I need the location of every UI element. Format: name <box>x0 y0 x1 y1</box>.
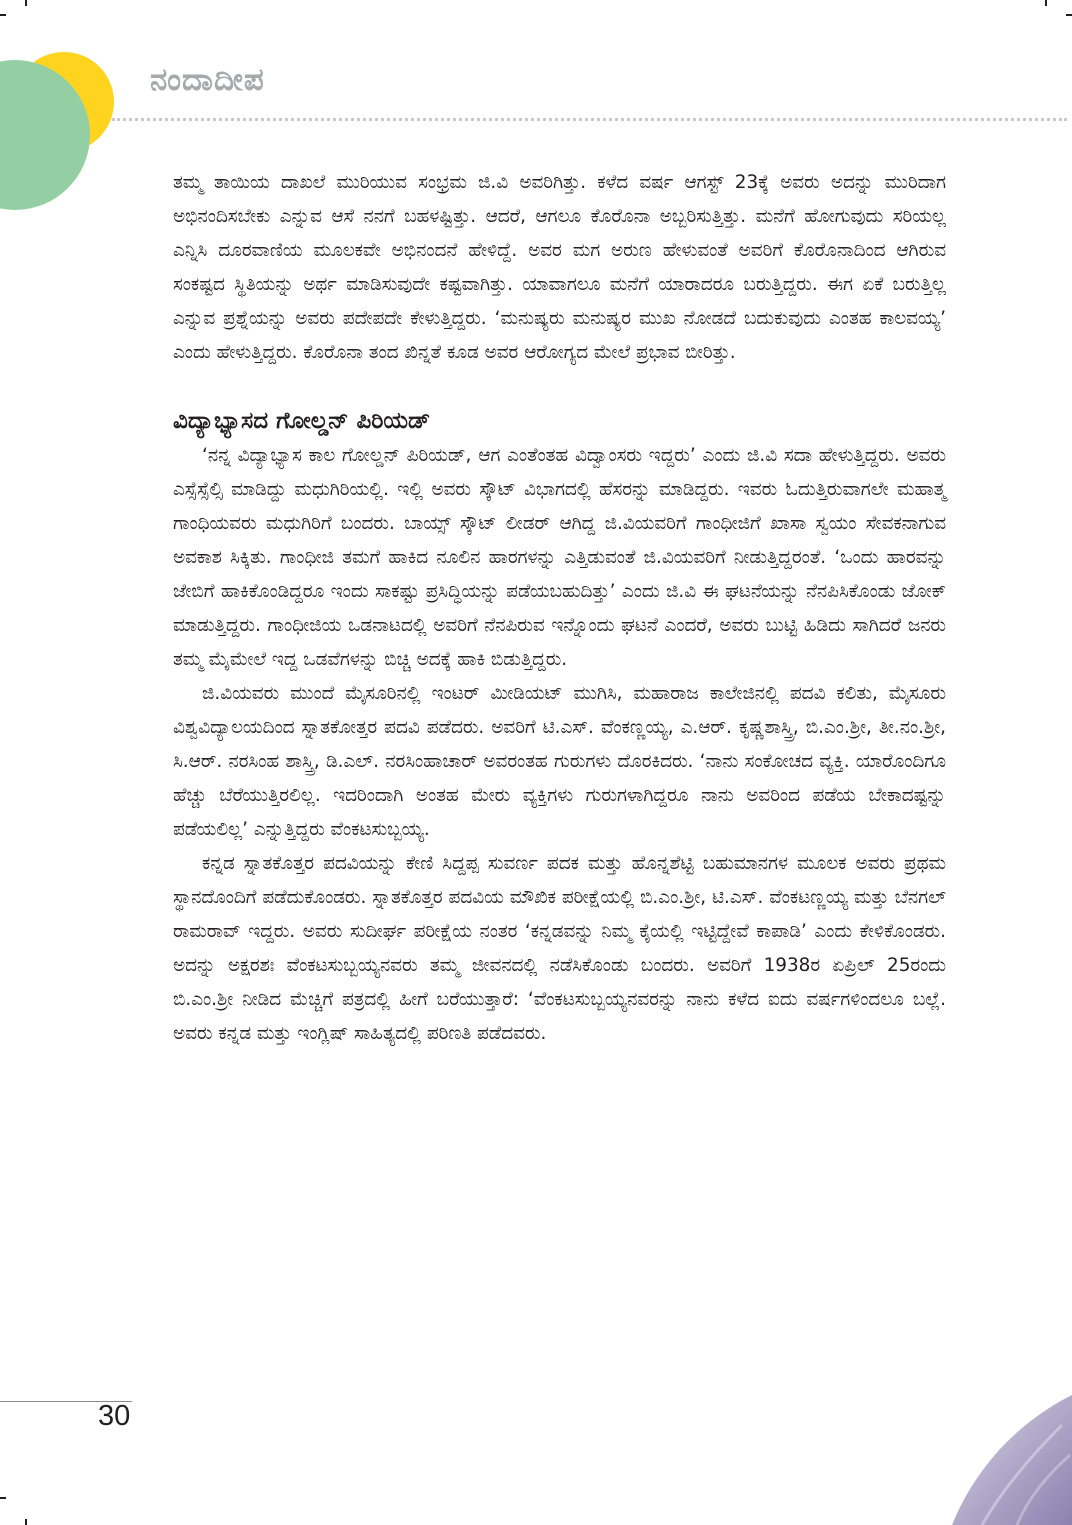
crop-mark-top-left-vertical <box>25 0 27 6</box>
body-paragraph: ‘ನನ್ನ ವಿದ್ಯಾಭ್ಯಾಸ ಕಾಲ ಗೋಲ್ಡನ್ ಪಿರಿಯಡ್, ಆಗ ಎಂತೆಂತಹ ವಿದ್ವಾಂಸರು ಇದ್ದರು’ ಎಂದು ಜಿ.ವಿ ಸದಾ ಹೇಳುತ್ತಿದ್ದರು. ಅವರು ಎಸ್ಸೆಸ್ಸೆಲ್ಸಿ ಮಾಡಿದ್ದು ಮಧುಗಿರಿಯಲ್ಲಿ. ಇಲ್ಲಿ ಅವರು ಸ್ಕೌಟ್ ವಿಭಾಗದಲ್ಲಿ ಹೆಸರನ್ನು ಮಾಡಿದ್ದರು. ಇವರು ಓದುತ್ತಿರುವಾಗಲೇ ಮಹಾತ್ಮ ಗಾಂಧಿಯವರು ಮಧುಗಿರಿಗೆ ಬಂದರು. ಬಾಯ್ಸ್ ಸ್ಕೌಟ್ ಲೀಡರ್ ಆಗಿದ್ದ ಜಿ.ವಿಯವರಿಗೆ ಗಾಂಧೀಜಿಗೆ ಖಾಸಾ ಸ್ವಯಂ ಸೇವಕನಾಗುವ ಅವಕಾಶ ಸಿಕ್ಕಿತು. ಗಾಂಧೀಜಿ ತಮಗೆ ಹಾಕಿದ ನೂಲಿನ ಹಾರಗಳನ್ನು ಎತ್ತಿಡುವಂತೆ ಜಿ.ವಿಯವರಿಗೆ ನೀಡುತ್ತಿದ್ದರಂತೆ. ‘ಒಂದು ಹಾರವನ್ನು ಜೇಬಿಗೆ ಹಾಕಿಕೊಂಡಿದ್ದರೂ ಇಂದು ಸಾಕಷ್ಟು ಪ್ರಸಿದ್ಧಿಯನ್ನು ಪಡೆಯಬಹುದಿತ್ತು’ ಎಂದು ಜಿ.ವಿ ಈ ಘಟನೆಯನ್ನು ನೆನಪಿಸಿಕೊಂಡು ಜೋಕ್ ಮಾಡುತ್ತಿದ್ದರು. ಗಾಂಧೀಜಿಯ ಒಡನಾಟದಲ್ಲಿ ಅವರಿಗೆ ನೆನಪಿರುವ ಇನ್ನೊಂದು ಘಟನೆ ಎಂದರೆ, ಅವರು ಬುಟ್ಟಿ ಹಿಡಿದು ಸಾಗಿದರೆ ಜನರು ತಮ್ಮ ಮೈಮೇಲೆ ಇದ್ದ ಒಡವೆಗಳನ್ನು ಬಿಚ್ಚಿ ಅದಕ್ಕೆ ಹಾಕಿ ಬಿಡುತ್ತಿದ್ದರು. <box>173 445 946 670</box>
section-heading: ವಿದ್ಯಾಭ್ಯಾಸದ ಗೋಲ್ಡನ್ ಪಿರಿಯಡ್ <box>173 408 431 434</box>
crop-mark-top-right <box>1066 14 1072 16</box>
crop-mark-bottom-left-vertical <box>25 1519 27 1525</box>
crop-mark-top-right-vertical <box>1045 0 1047 6</box>
crop-mark-top-left <box>0 14 6 16</box>
opening-paragraph: ತಮ್ಮ ತಾಯಿಯ ದಾಖಲೆ ಮುರಿಯುವ ಸಂಭ್ರಮ ಜಿ.ವಿ ಅವರಿಗಿತ್ತು. ಕಳೆದ ವರ್ಷ ಆಗಸ್ಟ್ 23ಕ್ಕೆ ಅವರು ಅದನ್ನು ಮುರಿದಾಗ ಅಭಿನಂದಿಸಬೇಕು ಎನ್ನುವ ಆಸೆ ನನಗೆ ಬಹಳಷ್ಟಿತ್ತು. ಆದರೆ, ಆಗಲೂ ಕೊರೊನಾ ಅಬ್ಬರಿಸುತ್ತಿತ್ತು. ಮನೆಗೆ ಹೋಗುವುದು ಸರಿಯಲ್ಲ ಎನ್ನಿಸಿ ದೂರವಾಣಿಯ ಮೂಲಕವೇ ಅಭಿನಂದನೆ ಹೇಳಿದ್ದೆ. ಅವರ ಮಗ ಅರುಣ ಹೇಳುವಂತೆ ಅವರಿಗೆ ಕೊರೊನಾದಿಂದ ಆಗಿರುವ ಸಂಕಷ್ಟದ ಸ್ಥಿತಿಯನ್ನು ಅರ್ಥ ಮಾಡಿಸುವುದೇ ಕಷ್ಟವಾಗಿತ್ತು. ಯಾವಾಗಲೂ ಮನೆಗೆ ಯಾರಾದರೂ ಬರುತ್ತಿದ್ದರು. ಈಗ ಏಕೆ ಬರುತ್ತಿಲ್ಲ ಎನ್ನುವ ಪ್ರಶ್ನೆಯನ್ನು ಅವರು ಪದೇಪದೇ ಕೇಳುತ್ತಿದ್ದರು. ‘ಮನುಷ್ಯರು ಮನುಷ್ಯರ ಮುಖ ನೋಡದೆ ಬದುಕುವುದು ಎಂತಹ ಕಾಲವಯ್ಯ’ ಎಂದು ಹೇಳುತ್ತಿದ್ದರು. ಕೊರೊನಾ ತಂದ ಖಿನ್ನತೆ ಕೂಡ ಅವರ ಆರೋಗ್ಯದ ಮೇಲೆ ಪ್ರಭಾವ ಬೀರಿತ್ತು. <box>173 172 946 363</box>
crop-mark-bottom-left <box>0 1497 6 1499</box>
body-paragraph: ಕನ್ನಡ ಸ್ನಾತಕೊತ್ತರ ಪದವಿಯನ್ನು ಕೇಣಿ ಸಿದ್ದಪ್ಪ ಸುವರ್ಣ ಪದಕ ಮತ್ತು ಹೊನ್ನಶೆಟ್ಟಿ ಬಹುಮಾನಗಳ ಮೂಲಕ ಅವರು ಪ್ರಥಮ ಸ್ಥಾನದೊಂದಿಗೆ ಪಡೆದುಕೊಂಡರು. ಸ್ನಾತಕೊತ್ತರ ಪದವಿಯ ಮೌಖಿಕ ಪರೀಕ್ಷೆಯಲ್ಲಿ ಬಿ.ಎಂ.ಶ್ರೀ, ಟಿ.ಎಸ್. ವೆಂಕಟಣ್ಣಯ್ಯ ಮತ್ತು ಬೆನಗಲ್ ರಾಮರಾವ್ ಇದ್ದರು. ಅವರು ಸುದೀರ್ಘ ಪರೀಕ್ಷೆಯ ನಂತರ ‘ಕನ್ನಡವನ್ನು ನಿಮ್ಮ ಕೈಯಲ್ಲಿ ಇಟ್ಟಿದ್ದೇವೆ ಕಾಪಾಡಿ’ ಎಂದು ಕೇಳಿಕೊಂಡರು. ಅದನ್ನು ಅಕ್ಷರಶಃ ವೆಂಕಟಸುಬ್ಬಯ್ಯನವರು ತಮ್ಮ ಜೀವನದಲ್ಲಿ ನಡೆಸಿಕೊಂಡು ಬಂದರು. ಅವರಿಗೆ 1938ರ ಏಪ್ರಿಲ್ 25ರಂದು ಬಿ.ಎಂ.ಶ್ರೀ ನೀಡಿದ ಮೆಚ್ಚಿಗೆ ಪತ್ರದಲ್ಲಿ ಹೀಗೆ ಬರೆಯುತ್ತಾರೆ: ‘ವೆಂಕಟಸುಬ್ಬಯ್ಯನವರನ್ನು ನಾನು ಕಳೆದ ಐದು ವರ್ಷಗಳಿಂದಲೂ ಬಲ್ಲೆ. ಅವರು ಕನ್ನಡ ಮತ್ತು ಇಂಗ್ಲಿಷ್ ಸಾಹಿತ್ಯದಲ್ಲಿ ಪರಿಣತಿ ಪಡೆದವರು. <box>173 853 946 1044</box>
page-number: 30 <box>98 1400 131 1432</box>
body-paragraph: ಜಿ.ವಿಯವರು ಮುಂದೆ ಮೈಸೂರಿನಲ್ಲಿ ಇಂಟರ್ ಮೀಡಿಯಟ್ ಮುಗಿಸಿ, ಮಹಾರಾಜ ಕಾಲೇಜಿನಲ್ಲಿ ಪದವಿ ಕಲಿತು, ಮೈಸೂರು ವಿಶ್ವವಿದ್ಯಾಲಯದಿಂದ ಸ್ನಾತಕೋತ್ತರ ಪದವಿ ಪಡೆದರು. ಅವರಿಗೆ ಟಿ.ಎಸ್. ವೆಂಕಣ್ಣಯ್ಯ, ಎ.ಆರ್. ಕೃಷ್ಣಶಾಸ್ತ್ರಿ, ಬಿ.ಎಂ.ಶ್ರೀ, ತೀ.ನಂ.ಶ್ರೀ, ಸಿ.ಆರ್. ನರಸಿಂಹ ಶಾಸ್ತ್ರಿ, ಡಿ.ಎಲ್. ನರಸಿಂಹಾಚಾರ್ ಅವರಂತಹ ಗುರುಗಳು ದೊರಕಿದರು. ‘ನಾನು ಸಂಕೋಚದ ವ್ಯಕ್ತಿ. ಯಾರೊಂದಿಗೂ ಹೆಚ್ಚು ಬೆರೆಯುತ್ತಿರಲಿಲ್ಲ. ಇದರಿಂದಾಗಿ ಅಂತಹ ಮೇರು ವ್ಯಕ್ತಿಗಳು ಗುರುಗಳಾಗಿದ್ದರೂ ನಾನು ಅವರಿಂದ ಪಡೆಯ ಬೇಕಾದಷ್ಟನ್ನು ಪಡೆಯಲಿಲ್ಲ’ ಎನ್ನುತ್ತಿದ್ದರು ವೆಂಕಟಸುಬ್ಬಯ್ಯ. <box>173 683 946 840</box>
header-dotted-divider <box>112 118 1067 121</box>
corner-decorative-graphic <box>942 1395 1072 1525</box>
running-header-title: ನಂದಾದೀಪ <box>150 62 265 98</box>
article-body <box>173 166 946 1051</box>
